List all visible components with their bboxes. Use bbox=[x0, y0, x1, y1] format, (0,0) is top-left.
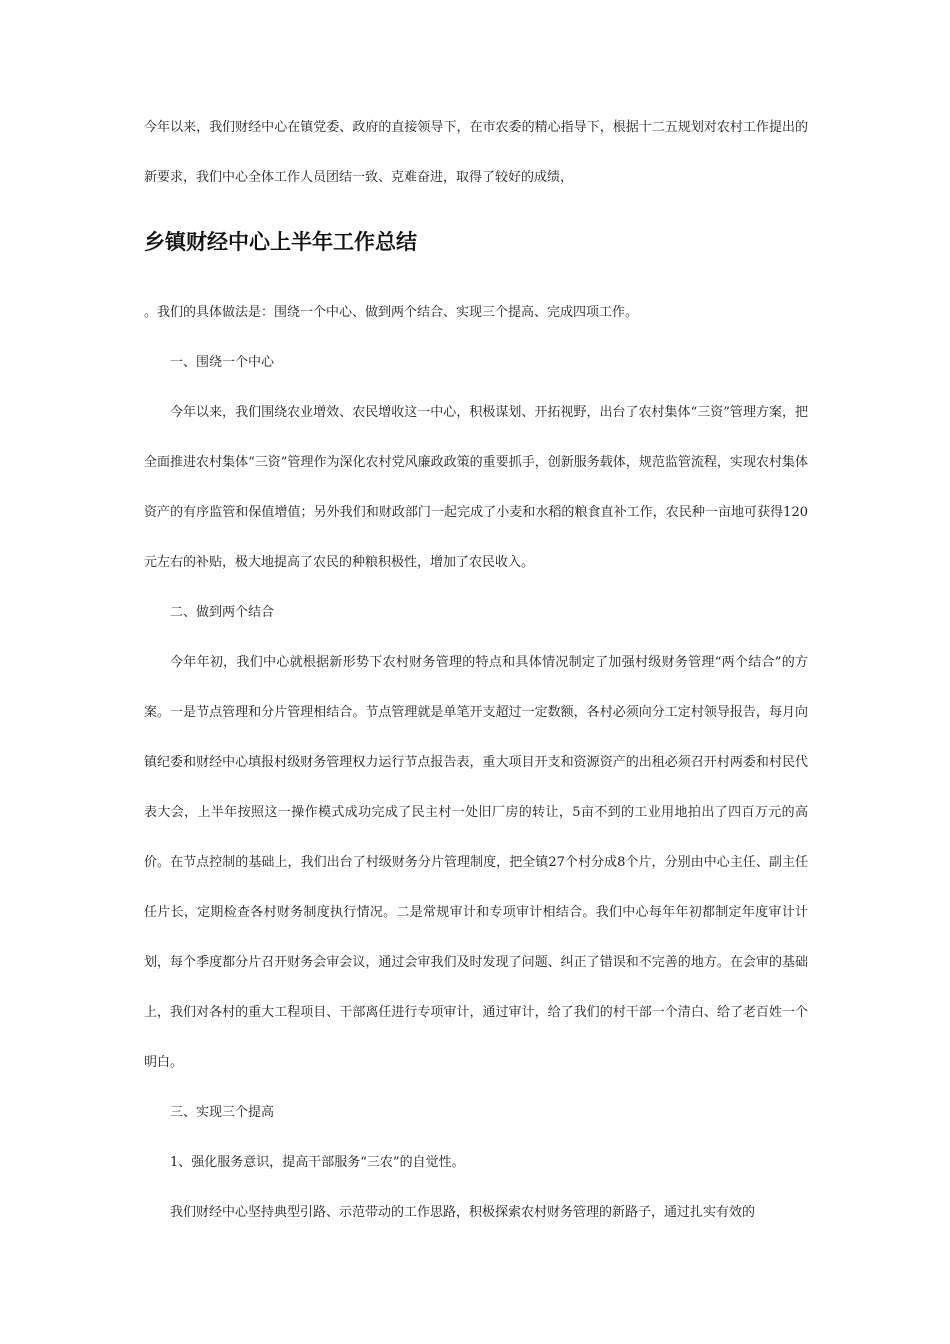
section-heading-3: 三、实现三个提高 bbox=[170, 1105, 275, 1120]
document-title: 乡镇财经中心上半年工作总结 bbox=[144, 230, 417, 254]
section-1-paragraph: 今年以来，我们围绕农业增效、农民增收这一中心，积极谋划、开拓视野，出台了农村集体“三资”管理方案，把全面推进农村集体“三资”管理作为深化农村党风廉政政策的重要抓手，创新服务载体，规范监管流程，实现农村集体资产的有序监管和保值增值；另外我们和财政部门一起完成了小麦和水稻的粮食直补工作，农民种一亩地可获得120元左右的补贴，极大地提高了农民的种粮积极性，增加了农民收入。 bbox=[144, 405, 808, 570]
section-heading-1: 一、围绕一个中心 bbox=[170, 355, 275, 370]
section-2-paragraph: 今年年初，我们中心就根据新形势下农村财务管理的特点和具体情况制定了加强村级财务管理“两个结合”的方案。一是节点管理和分片管理相结合。节点管理就是单笔开支超过一定数额，各村必须向分工定村领导报告，每月向镇纪委和财经中心填报村级财务管理权力运行节点报告表，重大项目开支和资源资产的出租必须召开村两委和村民代表大会，上半年按照这一操作模式成功完成了民主村一处旧厂房的转让，5亩不到的工业用地拍出了四百万元的高价。在节点控制的基础上，我们出台了村级财务分片管理制度，把全镇27个村分成8个片，分别由中心主任、副主任任片长，定期检查各村财务制度执行情况。二是常规审计和专项审计相结合。我们中心每年年初都制定年度审计计划，每个季度都分片召开财务会审会议，通过会审我们及时发现了问题、纠正了错误和不完善的地方。在会审的基础上，我们对各村的重大工程项目、干部离任进行专项审计，通过审计，给了我们的村干部一个清白、给了老百姓一个明白。 bbox=[144, 655, 808, 1070]
document-body bbox=[144, 288, 808, 1238]
summary-paragraph: 。我们的具体做法是：围绕一个中心、做到两个结合、实现三个提高、完成四项工作。 bbox=[144, 305, 639, 320]
subsection-heading-3-1: 1、强化服务意识，提高干部服务“三农”的自觉性。 bbox=[170, 1155, 465, 1170]
section-3-paragraph: 我们财经中心坚持典型引路、示范带动的工作思路，积极探索农村财务管理的新路子，通过扎实有效的 bbox=[170, 1205, 756, 1220]
section-heading-2: 二、做到两个结合 bbox=[170, 605, 275, 620]
intro-paragraph: 今年以来，我们财经中心在镇党委、政府的直接领导下，在市农委的精心指导下，根据十二五规划对农村工作提出的新要求，我们中心全体工作人员团结一致、克难奋进，取得了较好的成绩， bbox=[144, 120, 808, 185]
